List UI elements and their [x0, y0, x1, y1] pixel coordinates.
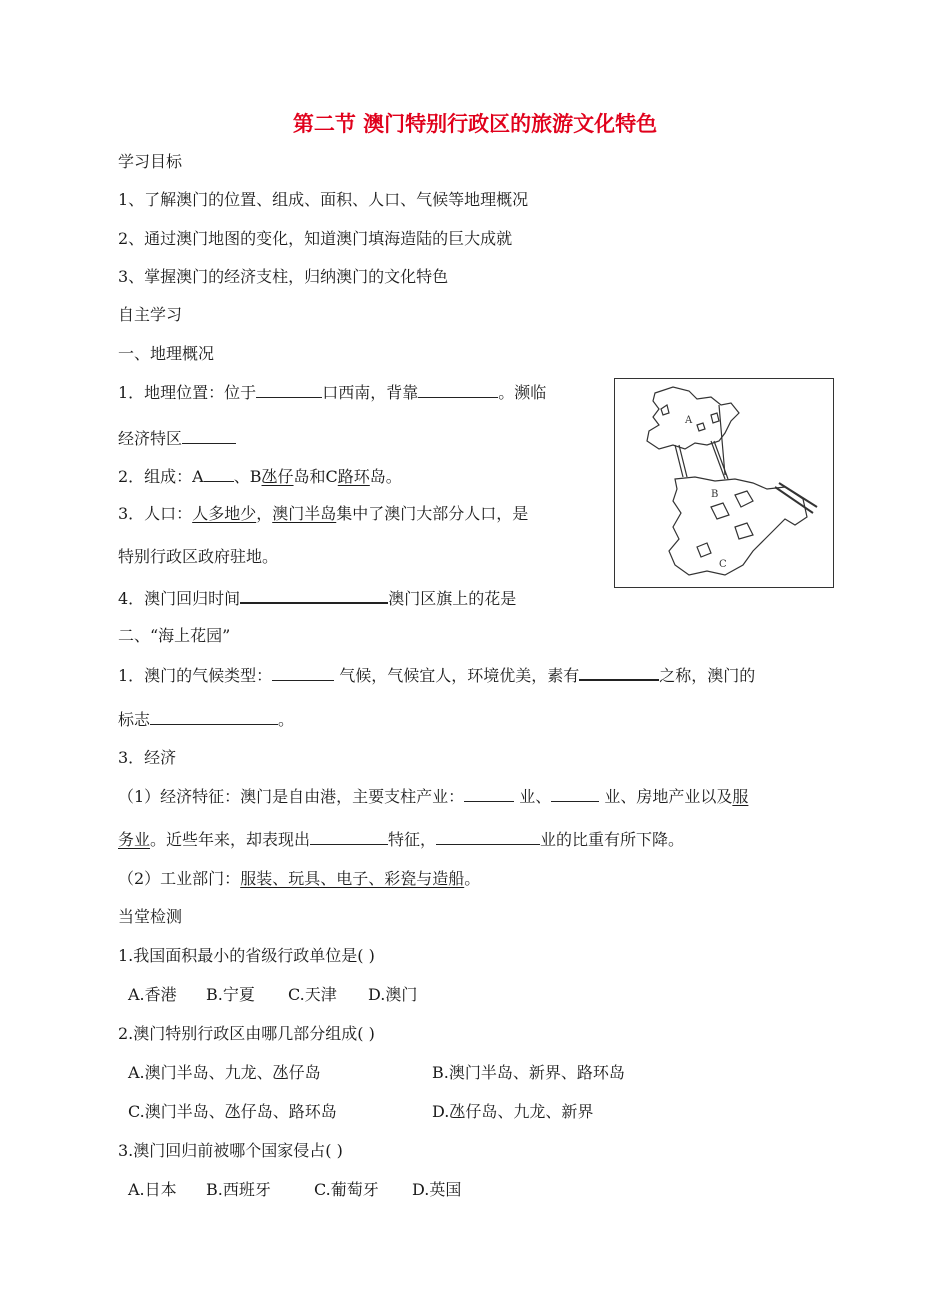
text: 岛和C	[293, 467, 338, 486]
text: 经济特区	[118, 429, 183, 448]
question-location-cont	[118, 428, 236, 449]
test-question-3: 3.澳门回归前被哪个国家侵占( )	[118, 1141, 343, 1160]
text: 集中了澳门大部分人口，是	[336, 504, 529, 523]
text: 1．地理位置：位于	[118, 383, 257, 402]
text: 、B	[233, 467, 262, 486]
text: ，	[256, 504, 273, 523]
text: 。近些年来，却表现出	[150, 830, 311, 849]
underlined-answer: 服	[732, 787, 749, 806]
answer-blank[interactable]	[272, 665, 334, 681]
objective-item-3: 3、掌握澳门的经济支柱，归纳澳门的文化特色	[118, 267, 449, 286]
text: （2）工业部门：	[118, 869, 241, 888]
test-question-2-options-row2	[128, 1102, 593, 1122]
text: 特征，	[388, 830, 437, 849]
question-economy-cont	[118, 829, 684, 850]
test-question-2: 2.澳门特别行政区由哪几部分组成( )	[118, 1024, 375, 1043]
macau-map	[614, 378, 834, 588]
test-heading: 当堂检测	[118, 907, 183, 926]
text: 业、房地产业以及	[599, 787, 733, 806]
answer-blank[interactable]	[150, 709, 278, 725]
answer-blank[interactable]	[436, 829, 540, 845]
text: 气候，气候宜人，环境优美，素有	[334, 666, 580, 685]
answer-blank[interactable]	[182, 428, 236, 444]
option-d[interactable]: D.氹仔岛、九龙、新界	[432, 1102, 594, 1121]
test-question-3-options	[128, 1180, 461, 1200]
macau-map-drawing	[615, 379, 833, 587]
answer-blank[interactable]	[464, 786, 514, 802]
objective-item-2: 2、通过澳门地图的变化，知道澳门填海造陆的巨大成就	[118, 229, 513, 248]
map-label-c: C	[719, 559, 727, 570]
question-location	[118, 382, 546, 403]
question-population-cont: 特别行政区政府驻地。	[118, 547, 279, 566]
question-return	[118, 587, 516, 609]
option-b[interactable]: B.宁夏	[206, 985, 255, 1004]
text: 3．人口：	[118, 504, 193, 523]
option-c[interactable]: C.澳门半岛、氹仔岛、路环岛	[128, 1102, 337, 1121]
question-population	[118, 504, 528, 524]
objective-item-1: 1、了解澳门的位置、组成、面积、人口、气候等地理概况	[118, 190, 529, 209]
test-question-2-options-row1	[128, 1063, 625, 1083]
underlined-answer: 人多地少	[192, 504, 257, 523]
option-a[interactable]: A.澳门半岛、九龙、氹仔岛	[128, 1063, 321, 1082]
text: 4．澳门回归时间	[118, 589, 241, 608]
test-question-1: 1.我国面积最小的省级行政单位是( )	[118, 946, 375, 965]
text: 业的比重有所下降。	[540, 830, 685, 849]
question-composition	[118, 466, 402, 487]
text: 之称，澳门的	[659, 666, 756, 685]
option-b[interactable]: B.西班牙	[206, 1180, 271, 1199]
text: 。濒临	[498, 383, 547, 402]
text: 口西南，背靠	[322, 383, 419, 402]
test-question-1-options	[128, 985, 417, 1005]
economy-heading: 3．经济	[118, 748, 177, 767]
question-economy	[118, 786, 748, 807]
answer-blank[interactable]	[240, 587, 388, 604]
map-label-a: A	[685, 415, 693, 426]
option-b[interactable]: B.澳门半岛、新界、路环岛	[432, 1063, 625, 1082]
answer-blank[interactable]	[551, 786, 599, 802]
objectives-heading: 学习目标	[118, 152, 183, 171]
underlined-answer: 澳门半岛	[272, 504, 337, 523]
option-a[interactable]: A.日本	[128, 1180, 177, 1199]
text: 。	[278, 710, 295, 729]
underlined-answer: 服装、玩具、电子、彩瓷与造船	[240, 869, 465, 888]
text: 1．澳门的气候类型：	[118, 666, 273, 685]
text: （1）经济特征：澳门是自由港，主要支柱产业：	[118, 787, 465, 806]
question-climate	[118, 664, 755, 686]
answer-blank[interactable]	[579, 664, 659, 681]
question-climate-cont	[118, 709, 294, 730]
underlined-answer: 氹仔	[261, 467, 294, 486]
answer-blank[interactable]	[310, 829, 388, 845]
text: 标志	[118, 710, 151, 729]
text: 澳门区旗上的花是	[388, 589, 517, 608]
option-a[interactable]: A.香港	[128, 985, 177, 1004]
text: 岛。	[369, 467, 402, 486]
underlined-answer: 务业	[118, 830, 151, 849]
page-title: 第二节 澳门特别行政区的旅游文化特色	[292, 112, 658, 136]
text: 。	[464, 869, 481, 888]
self-study-heading: 自主学习	[118, 305, 183, 324]
text: 2．组成：A	[118, 467, 204, 486]
answer-blank[interactable]	[256, 382, 322, 398]
option-d[interactable]: D.澳门	[368, 985, 418, 1004]
map-label-b: B	[711, 489, 719, 500]
section1-heading: 一、地理概况	[118, 344, 215, 363]
section2-heading: 二、“海上花园”	[118, 626, 231, 645]
option-c[interactable]: C.葡萄牙	[314, 1180, 379, 1199]
answer-blank[interactable]	[418, 382, 498, 398]
text: 业、	[514, 787, 552, 806]
option-c[interactable]: C.天津	[288, 985, 337, 1004]
underlined-answer: 路环	[337, 467, 370, 486]
answer-blank[interactable]	[204, 466, 234, 482]
option-d[interactable]: D.英国	[412, 1180, 462, 1199]
question-industry	[118, 869, 480, 889]
